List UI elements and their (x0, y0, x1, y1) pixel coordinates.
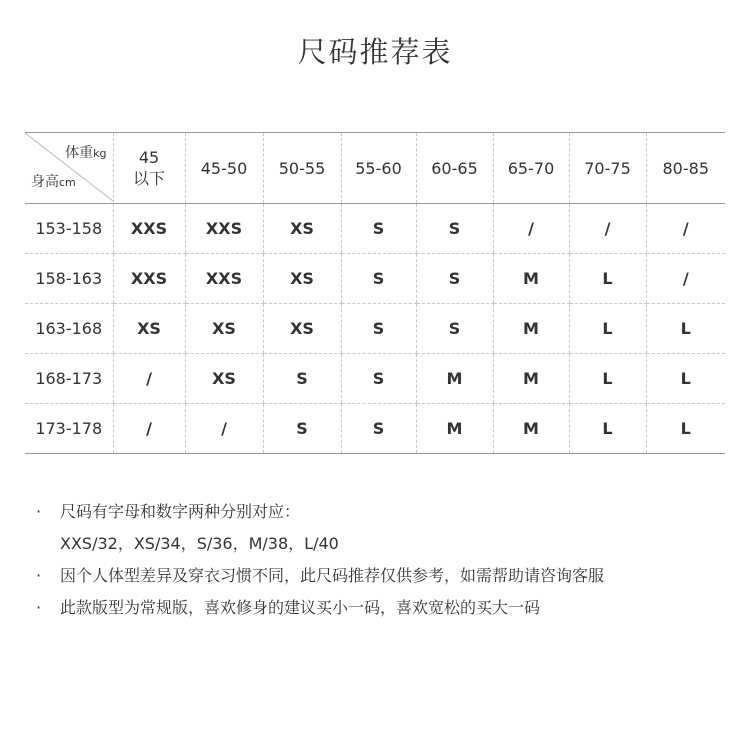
size-cell: S (416, 304, 493, 354)
table-row (25, 404, 725, 454)
size-cell: XXS (113, 204, 185, 254)
weight-header: 70-75 (569, 133, 646, 204)
weight-header: 45 以下 (113, 133, 185, 204)
note-text: 尺码有字母和数字两种分别对应： (60, 502, 301, 521)
table-row (25, 204, 725, 254)
size-cell: S (341, 204, 416, 254)
size-cell: M (493, 404, 569, 454)
table-header-row (25, 133, 725, 204)
weight-header: 55-60 (341, 133, 416, 204)
size-cell: M (416, 404, 493, 454)
size-cell: L (569, 404, 646, 454)
bullet-dot: · (36, 502, 42, 521)
size-cell: / (185, 404, 263, 454)
table-row (25, 254, 725, 304)
size-cell: S (341, 404, 416, 454)
size-cell: XS (113, 304, 185, 354)
size-cell: S (263, 404, 341, 454)
height-cell: 158-163 (25, 254, 113, 304)
size-cell: S (341, 254, 416, 304)
weight-header: 80-85 (646, 133, 725, 204)
size-cell: / (493, 204, 569, 254)
size-cell: XXS (113, 254, 185, 304)
weight-header: 60-65 (416, 133, 493, 204)
size-cell: XS (263, 304, 341, 354)
size-cell: / (646, 254, 725, 304)
corner-cell (25, 133, 113, 204)
bullet-dot: · (36, 598, 42, 617)
note-text: 因个人体型差异及穿衣习惯不同，此尺码推荐仅供参考，如需帮助请咨询客服 (60, 566, 605, 585)
height-cell: 168-173 (25, 354, 113, 404)
size-cell: L (569, 254, 646, 304)
size-cell: / (646, 204, 725, 254)
size-cell: XS (263, 204, 341, 254)
weight-header: 45-50 (185, 133, 263, 204)
note-item (36, 560, 736, 592)
note-item (36, 496, 736, 528)
size-cell: / (569, 204, 646, 254)
size-cell: L (569, 354, 646, 404)
size-cell: XXS (185, 204, 263, 254)
weight-axis-label: 体重kg (65, 145, 107, 161)
height-cell: 163-168 (25, 304, 113, 354)
table-row (25, 354, 725, 404)
size-cell: M (493, 354, 569, 404)
size-code-mapping: XXS/32，XS/34，S/36，M/38，L/40 (60, 534, 339, 553)
size-cell: S (341, 354, 416, 404)
height-cell: 173-178 (25, 404, 113, 454)
weight-header: 50-55 (263, 133, 341, 204)
height-axis-label: 身高cm (31, 174, 76, 190)
note-text: 此款版型为常规版，喜欢修身的建议买小一码，喜欢宽松的买大一码 (60, 598, 541, 617)
page-title: 尺码推荐表 (297, 35, 453, 69)
height-cell: 153-158 (25, 204, 113, 254)
size-cell: L (569, 304, 646, 354)
size-cell: S (341, 304, 416, 354)
size-cell: M (493, 304, 569, 354)
size-cell: XS (185, 304, 263, 354)
table-row (25, 304, 725, 354)
size-cell: / (113, 404, 185, 454)
size-cell: L (646, 404, 725, 454)
size-recommendation-table (25, 132, 725, 454)
size-cell: XS (263, 254, 341, 304)
size-cell: L (646, 304, 725, 354)
size-cell: M (493, 254, 569, 304)
size-cell: S (416, 204, 493, 254)
size-cell: XS (185, 354, 263, 404)
size-cell: S (263, 354, 341, 404)
bullet-dot: · (36, 566, 42, 585)
size-cell: M (416, 354, 493, 404)
size-cell: / (113, 354, 185, 404)
size-notes (36, 496, 736, 624)
size-cell: L (646, 354, 725, 404)
size-cell: S (416, 254, 493, 304)
weight-header: 65-70 (493, 133, 569, 204)
size-cell: XXS (185, 254, 263, 304)
note-item (36, 592, 736, 624)
